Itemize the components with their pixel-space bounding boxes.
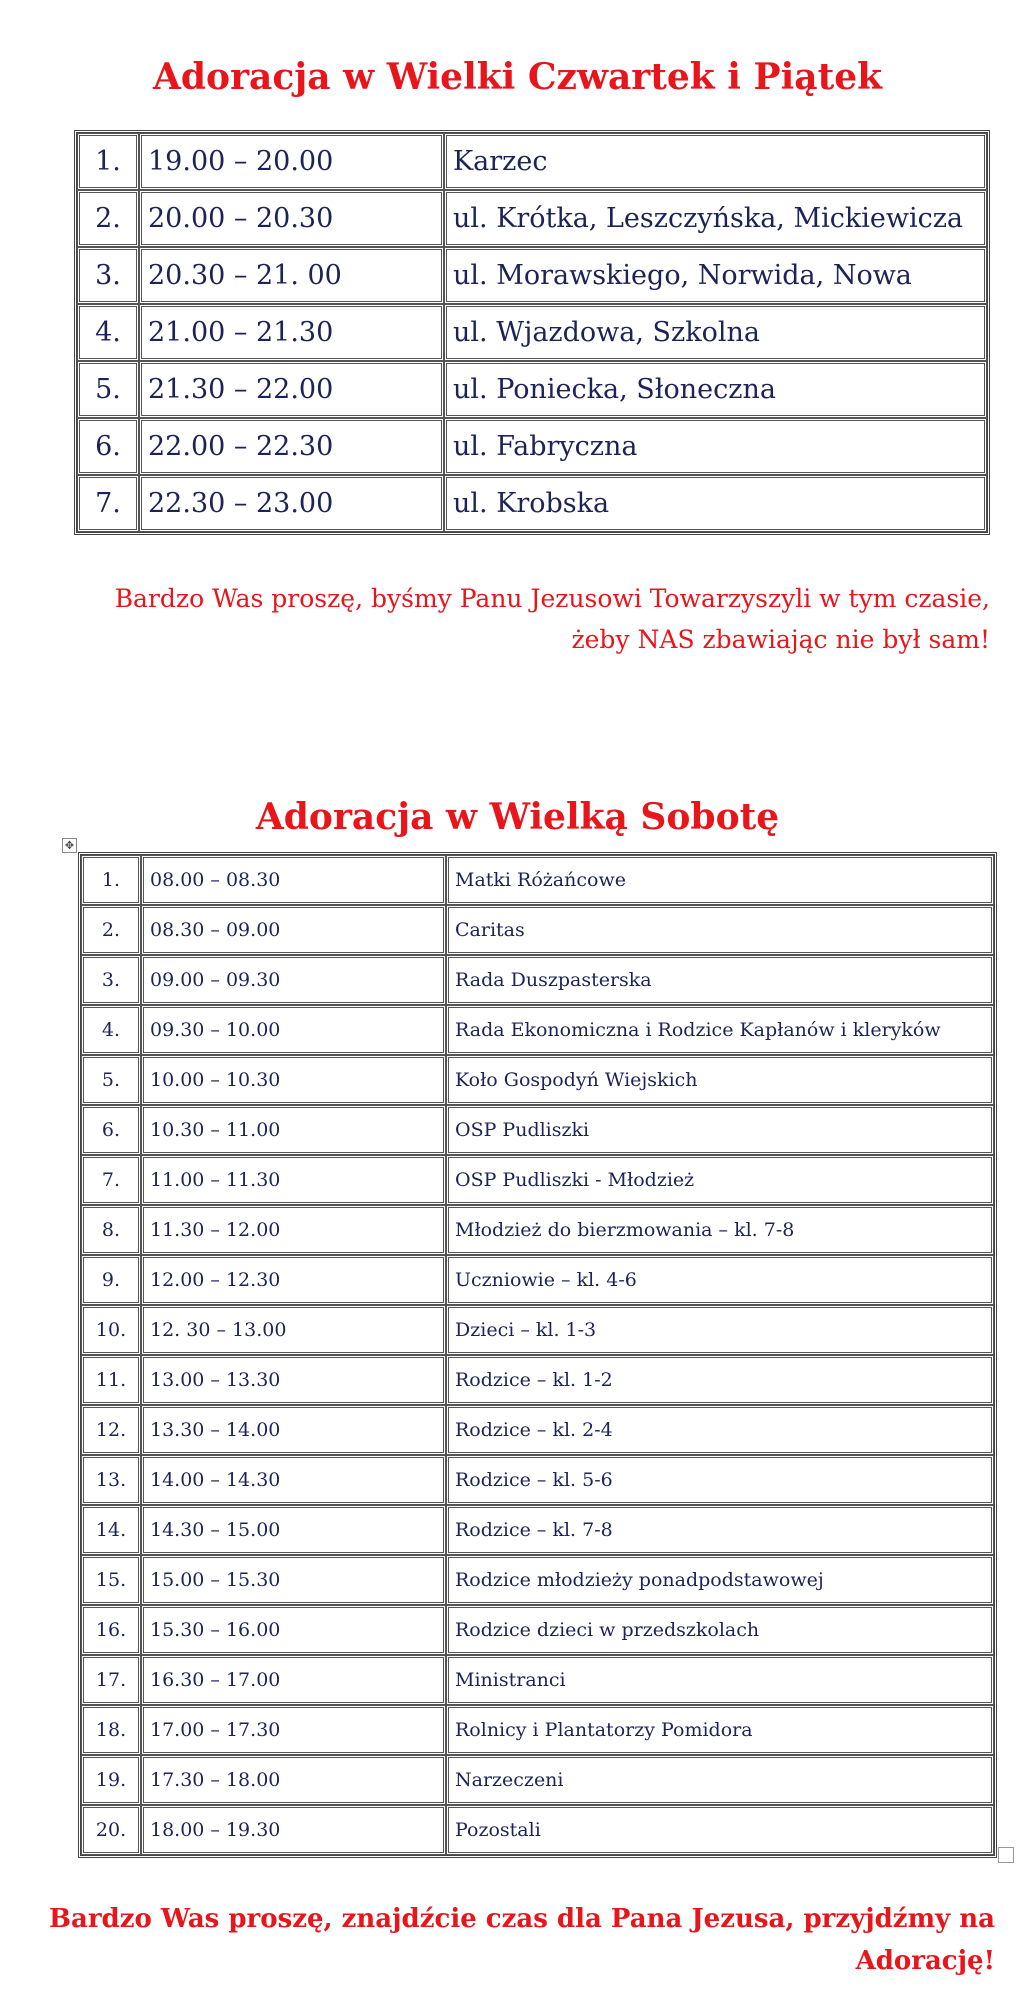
row-group: Rada Duszpasterska: [446, 955, 994, 1005]
table-row: [81, 1055, 994, 1105]
table-row: [81, 1455, 994, 1505]
row-group: Rodzice młodzieży ponadpodstawowej: [446, 1555, 994, 1605]
row-group: Matki Różańcowe: [446, 855, 994, 905]
row-number: 3.: [77, 247, 139, 304]
table-row: [77, 304, 987, 361]
row-number: 18.: [81, 1705, 141, 1755]
table-row: [81, 1005, 994, 1055]
row-group: ul. Fabryczna: [444, 418, 987, 475]
row-time: 08.00 – 08.30: [141, 855, 446, 905]
row-number: 2.: [77, 190, 139, 247]
section2-note: Bardzo Was proszę, znajdźcie czas dla Pana Jezusa, przyjdźmy na Adorację!: [49, 1904, 995, 1976]
row-number: 15.: [81, 1555, 141, 1605]
row-number: 5.: [77, 361, 139, 418]
row-number: 7.: [81, 1155, 141, 1205]
row-time: 22.00 – 22.30: [139, 418, 444, 475]
row-group: ul. Krótka, Leszczyńska, Mickiewicza: [444, 190, 987, 247]
section2-title: Adoracja w Wielką Sobotę: [255, 796, 780, 838]
row-time: 17.30 – 18.00: [141, 1755, 446, 1805]
row-time: 08.30 – 09.00: [141, 905, 446, 955]
row-time: 10.00 – 10.30: [141, 1055, 446, 1105]
row-number: 19.: [81, 1755, 141, 1805]
row-group: Narzeczeni: [446, 1755, 994, 1805]
table-row: [77, 418, 987, 475]
table-row: [81, 955, 994, 1005]
row-time: 11.30 – 12.00: [141, 1205, 446, 1255]
table-row: [81, 1555, 994, 1605]
table-row: [81, 1155, 994, 1205]
table-row: [77, 133, 987, 190]
row-group: Rodzice – kl. 2-4: [446, 1405, 994, 1455]
row-group: Rodzice – kl. 1-2: [446, 1355, 994, 1405]
row-number: 16.: [81, 1605, 141, 1655]
row-number: 1.: [81, 855, 141, 905]
row-group: Karzec: [444, 133, 987, 190]
row-number: 20.: [81, 1805, 141, 1855]
resize-handle-icon[interactable]: [998, 1847, 1014, 1863]
schedule-table-thursday-friday: [74, 130, 990, 535]
table-row: [81, 1355, 994, 1405]
row-number: 17.: [81, 1655, 141, 1705]
row-number: 11.: [81, 1355, 141, 1405]
row-time: 15.00 – 15.30: [141, 1555, 446, 1605]
table-row: [81, 1405, 994, 1455]
row-time: 18.00 – 19.30: [141, 1805, 446, 1855]
table-row: [81, 1755, 994, 1805]
row-group: Rodzice – kl. 7-8: [446, 1505, 994, 1555]
table-row: [81, 1605, 994, 1655]
table-row: [81, 1205, 994, 1255]
table-row: [77, 190, 987, 247]
row-number: 6.: [77, 418, 139, 475]
row-time: 17.00 – 17.30: [141, 1705, 446, 1755]
table-row: [81, 1505, 994, 1555]
row-group: Rolnicy i Plantatorzy Pomidora: [446, 1705, 994, 1755]
row-group: OSP Pudliszki: [446, 1105, 994, 1155]
row-time: 14.30 – 15.00: [141, 1505, 446, 1555]
row-group: Koło Gospodyń Wiejskich: [446, 1055, 994, 1105]
row-number: 3.: [81, 955, 141, 1005]
row-time: 09.00 – 09.30: [141, 955, 446, 1005]
row-time: 10.30 – 11.00: [141, 1105, 446, 1155]
row-time: 14.00 – 14.30: [141, 1455, 446, 1505]
row-number: 4.: [81, 1005, 141, 1055]
section1-note: Bardzo Was proszę, byśmy Panu Jezusowi Towarzyszyli w tym czasie, żeby NAS zbawiając nie był sam!: [114, 584, 990, 654]
row-group: Uczniowie – kl. 4-6: [446, 1255, 994, 1305]
row-number: 6.: [81, 1105, 141, 1155]
row-group: Dzieci – kl. 1-3: [446, 1305, 994, 1355]
row-group: Pozostali: [446, 1805, 994, 1855]
row-number: 4.: [77, 304, 139, 361]
row-number: 7.: [77, 475, 139, 532]
row-time: 21.00 – 21.30: [139, 304, 444, 361]
row-group: Młodzież do bierzmowania – kl. 7-8: [446, 1205, 994, 1255]
table-row: [81, 1705, 994, 1755]
schedule-table-holy-saturday: [78, 852, 997, 1858]
row-time: 20.00 – 20.30: [139, 190, 444, 247]
row-number: 9.: [81, 1255, 141, 1305]
row-group: Rodzice dzieci w przedszkolach: [446, 1605, 994, 1655]
row-number: 2.: [81, 905, 141, 955]
table-row: [77, 475, 987, 532]
row-time: 21.30 – 22.00: [139, 361, 444, 418]
row-number: 13.: [81, 1455, 141, 1505]
row-group: ul. Morawskiego, Norwida, Nowa: [444, 247, 987, 304]
row-group: ul. Krobska: [444, 475, 987, 532]
section1-title: Adoracja w Wielki Czwartek i Piątek: [152, 56, 883, 98]
table-row: [77, 247, 987, 304]
row-time: 13.30 – 14.00: [141, 1405, 446, 1455]
row-group: Rada Ekonomiczna i Rodzice Kapłanów i kleryków: [446, 1005, 994, 1055]
row-time: 22.30 – 23.00: [139, 475, 444, 532]
row-group: ul. Poniecka, Słoneczna: [444, 361, 987, 418]
table-row: [81, 1805, 994, 1855]
row-number: 12.: [81, 1405, 141, 1455]
row-time: 20.30 – 21. 00: [139, 247, 444, 304]
row-number: 14.: [81, 1505, 141, 1555]
row-group: ul. Wjazdowa, Szkolna: [444, 304, 987, 361]
row-group: Rodzice – kl. 5-6: [446, 1455, 994, 1505]
table-row: [81, 855, 994, 905]
row-number: 1.: [77, 133, 139, 190]
table-row: [81, 905, 994, 955]
row-number: 10.: [81, 1305, 141, 1355]
row-time: 12.00 – 12.30: [141, 1255, 446, 1305]
table-row: [81, 1305, 994, 1355]
table-row: [77, 361, 987, 418]
row-group: Caritas: [446, 905, 994, 955]
row-group: Ministranci: [446, 1655, 994, 1705]
row-time: 15.30 – 16.00: [141, 1605, 446, 1655]
table-row: [81, 1655, 994, 1705]
row-time: 19.00 – 20.00: [139, 133, 444, 190]
row-time: 09.30 – 10.00: [141, 1005, 446, 1055]
table-row: [81, 1105, 994, 1155]
move-arrows-icon[interactable]: ✥: [62, 838, 77, 853]
table-row: [81, 1255, 994, 1305]
row-time: 16.30 – 17.00: [141, 1655, 446, 1705]
row-number: 8.: [81, 1205, 141, 1255]
row-time: 13.00 – 13.30: [141, 1355, 446, 1405]
row-time: 12. 30 – 13.00: [141, 1305, 446, 1355]
row-number: 5.: [81, 1055, 141, 1105]
row-group: OSP Pudliszki - Młodzież: [446, 1155, 994, 1205]
row-time: 11.00 – 11.30: [141, 1155, 446, 1205]
